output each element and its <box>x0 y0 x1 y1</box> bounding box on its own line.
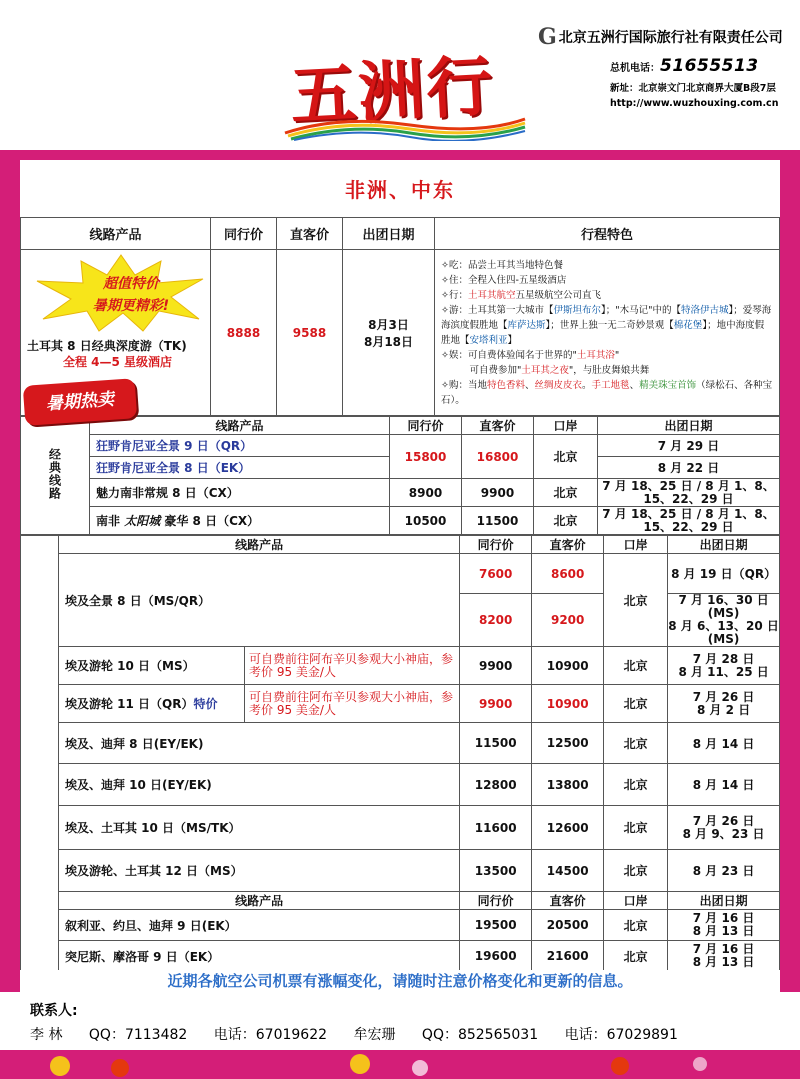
itinerary-line <box>441 363 773 378</box>
route-note: 可自费前往阿布辛贝参观大小神庙，参考价 95 美金/人 <box>245 685 460 723</box>
company-mark-icon: G <box>538 24 557 50</box>
table-row <box>21 507 780 535</box>
direct-price: 14500 <box>532 850 604 892</box>
peer-price: 19600 <box>460 941 532 972</box>
phone-number: 51655513 <box>660 56 759 76</box>
contact-qq: QQ：7113482 <box>88 1027 188 1043</box>
direct-price: 12600 <box>532 806 604 850</box>
itinerary-text: 安塔利亚 <box>469 334 508 346</box>
col-header-departure: 出团日期 <box>668 892 780 910</box>
col-header-port: 口岸 <box>604 536 668 554</box>
special-tag: 特价 <box>193 697 218 711</box>
col-header-direct-price: 直客价 <box>532 892 604 910</box>
website-link[interactable]: http://www.wuzhouxing.com.cn <box>610 98 779 109</box>
peer-price: 9900 <box>460 685 532 723</box>
table-row <box>21 685 780 723</box>
departure-date: 7 月 28 日 8 月 11、25 日 <box>668 647 780 685</box>
star-line-1: 超值特价 <box>103 275 159 292</box>
itinerary-text: 土耳其第一大城市【 <box>467 304 554 316</box>
direct-price: 9200 <box>532 594 604 647</box>
port: 北京 <box>604 941 668 972</box>
col-header-direct-price: 直客价 <box>462 417 534 435</box>
contact-row <box>30 1024 700 1044</box>
itinerary-prefix: ✧购： <box>441 379 468 391</box>
itinerary-text: 特色香料 <box>486 379 525 391</box>
itinerary-text: 五星级航空公司直飞 <box>515 289 601 301</box>
itinerary-prefix: ✧娱： <box>441 349 468 361</box>
port: 北京 <box>604 764 668 806</box>
itinerary-line <box>441 258 773 273</box>
route-name: 叙利亚、约旦、迪拜 9 日(EK） <box>59 910 460 941</box>
port: 北京 <box>604 910 668 941</box>
peer-price: 8200 <box>460 594 532 647</box>
table-row <box>21 764 780 806</box>
itinerary-text: 棉花堡 <box>673 319 703 331</box>
itinerary-text: 】；世界上独一无二奇妙景观【 <box>545 319 674 331</box>
route-name: 埃及游轮 11 日（QR）特价 <box>59 685 245 723</box>
itinerary-prefix: ✧住： <box>441 274 468 286</box>
col-header-route: 线路产品 <box>90 417 390 435</box>
company-name: 北京五洲行国际旅行社有限责任公司 <box>558 30 783 46</box>
direct-price: 11500 <box>462 507 534 535</box>
itinerary-text: 土耳其浴 <box>576 349 615 361</box>
section-title: 非洲、中东 <box>345 178 455 202</box>
company-info <box>538 24 800 109</box>
departure-date: 7 月 16 日 8 月 13 日 <box>668 941 780 972</box>
featured-dates: 8月3日 8月18日 <box>343 250 435 416</box>
itinerary-text: "，与肚皮舞娘共舞 <box>568 364 650 376</box>
table-row <box>21 554 780 594</box>
departure-date: 7 月 16、30 日(MS) 8 月 6、13、20 日(MS) <box>668 593 779 646</box>
contact-qq: QQ：852565031 <box>421 1027 539 1043</box>
table-row <box>21 435 780 457</box>
col-header-route: 线路产品 <box>59 536 460 554</box>
decorative-flowers-icon <box>0 1050 800 1079</box>
itinerary-text: 手工地毯 <box>591 379 630 391</box>
peer-price: 19500 <box>460 910 532 941</box>
direct-price: 10900 <box>532 647 604 685</box>
direct-price: 12500 <box>532 723 604 764</box>
itinerary-text: 可自费体验闻名于世界的" <box>467 349 577 361</box>
departure-date: 8 月 22 日 <box>598 457 780 479</box>
contact-title: 联系人: <box>30 1003 78 1019</box>
departure-date: 7 月 26 日 8 月 9、23 日 <box>668 806 780 850</box>
itinerary-text: 特洛伊古城 <box>681 304 729 316</box>
col-header-departure: 出团日期 <box>343 218 435 250</box>
classic-label: 经典线路 <box>47 448 62 500</box>
phone-label: 总机电话： <box>610 63 660 74</box>
col-header-port: 口岸 <box>604 892 668 910</box>
featured-direct-price: 9588 <box>277 250 343 416</box>
itinerary-text: 、 <box>629 379 640 391</box>
direct-price: 8600 <box>532 554 604 594</box>
itinerary-line <box>441 348 773 363</box>
departure-date: 7 月 16 日 8 月 13 日 <box>668 910 780 941</box>
star-line-2: 暑期更精彩! <box>92 297 170 314</box>
col-header-direct-price: 直客价 <box>532 536 604 554</box>
itinerary-text: 丝绸皮皮衣 <box>534 379 583 391</box>
peer-price: 11500 <box>460 723 532 764</box>
itinerary-prefix: ✧游： <box>441 304 468 316</box>
col-header-departure: 出团日期 <box>668 536 780 554</box>
logo-text: 五洲行 <box>288 46 497 136</box>
route-name: 狂野肯尼亚全景 8 日（EK） <box>90 457 390 479</box>
port: 北京 <box>604 850 668 892</box>
itinerary-text: 。 <box>582 379 592 391</box>
itinerary-text: 】；"木马记"中的【 <box>601 304 681 316</box>
port: 北京 <box>604 723 668 764</box>
route-name: 埃及游轮、土耳其 12 日（MS） <box>59 850 460 892</box>
classic-label-cell <box>21 417 90 535</box>
direct-price: 10900 <box>532 685 604 723</box>
itinerary-prefix: ✧吃： <box>441 259 468 271</box>
direct-price: 16800 <box>462 435 534 479</box>
peer-price: 13500 <box>460 850 532 892</box>
itinerary-text: 品尝土耳其当地特色餐 <box>467 259 563 271</box>
col-header-peer-price: 同行价 <box>211 218 277 250</box>
route-name: 埃及、迪拜 10 日(EY/EK) <box>59 764 460 806</box>
contact-phone: 电话：67019622 <box>213 1027 328 1043</box>
company-logo <box>280 18 540 143</box>
itinerary-text: 当地 <box>467 379 487 391</box>
port: 北京 <box>604 685 668 723</box>
route-note: 可自费前往阿布辛贝参观大小神庙，参考价 95 美金/人 <box>245 647 460 685</box>
featured-route-name: 土耳其 8 日经典深度游（TK) <box>27 338 187 353</box>
rainbow-swash-icon <box>280 113 530 141</box>
col-header-departure: 出团日期 <box>598 417 780 435</box>
table-row <box>21 723 780 764</box>
col-header-direct-price: 直客价 <box>277 218 343 250</box>
address: 新址：北京崇文门北京商界大厦B段7层 <box>610 83 776 94</box>
itinerary-prefix: ✧行： <box>441 289 468 301</box>
departure-date: 8 月 19 日（QR） <box>668 554 780 594</box>
itinerary-text: " <box>614 349 620 361</box>
itinerary-text: 精美珠宝首饰 <box>639 379 697 391</box>
itinerary-text: 可自费参加" <box>469 364 522 376</box>
itinerary-prefix <box>441 365 470 376</box>
route-name: 埃及全景 8 日（MS/QR） <box>59 554 460 647</box>
itinerary-line <box>441 288 773 303</box>
direct-price: 13800 <box>532 764 604 806</box>
table-row <box>21 941 780 972</box>
col-header-port: 口岸 <box>534 417 598 435</box>
col-header-peer-price: 同行价 <box>460 536 532 554</box>
col-header-route: 线路产品 <box>59 892 460 910</box>
itinerary-text: 库萨达斯 <box>507 319 546 331</box>
itinerary-text: 伊斯坦布尔 <box>553 304 601 316</box>
itinerary-line <box>441 273 773 288</box>
price-notice: 近期各航空公司机票有涨幅变化，请随时注意价格变化和更新的信息。 <box>20 970 780 992</box>
peer-price: 12800 <box>460 764 532 806</box>
classic-table <box>20 416 780 535</box>
table-row <box>21 806 780 850</box>
contact-phone: 电话：67029891 <box>564 1027 678 1043</box>
route-name: 突尼斯、摩洛哥 9 日（EK） <box>59 941 460 972</box>
port: 北京 <box>534 479 598 507</box>
port: 北京 <box>604 554 668 647</box>
featured-route-sub: 全程 4—5 星级酒店 <box>63 354 173 369</box>
port: 北京 <box>604 647 668 685</box>
itinerary-line <box>441 303 773 348</box>
route-name: 南非 太阳城 豪华 8 日（CX） <box>90 507 390 535</box>
route-name: 狂野肯尼亚全景 9 日（QR） <box>90 435 390 457</box>
peer-price: 10500 <box>390 507 462 535</box>
egypt-table <box>20 535 780 972</box>
itinerary-line <box>441 378 773 408</box>
table-row <box>21 850 780 892</box>
itinerary-text: 】 <box>507 334 518 346</box>
itinerary-text: 全程入住四-五星级酒店 <box>467 274 567 286</box>
peer-price: 7600 <box>460 554 532 594</box>
itinerary-text: （绿松石、各种宝石）。 <box>441 379 773 406</box>
col-header-features: 行程特色 <box>435 218 780 250</box>
departure-date: 7 月 29 日 <box>598 435 780 457</box>
departure-date: 8 月 14 日 <box>668 764 780 806</box>
departure-date: 7 月 18、25 日 / 8 月 1、8、15、22、29 日 <box>598 479 780 507</box>
col-header-route: 线路产品 <box>21 218 211 250</box>
col-header-peer-price: 同行价 <box>460 892 532 910</box>
table-row <box>21 910 780 941</box>
departure-date: 7 月 26 日 8 月 2 日 <box>668 685 780 723</box>
col-header-peer-price: 同行价 <box>390 417 462 435</box>
contact-name: 李 林 <box>30 1027 63 1043</box>
departure-date: 8 月 23 日 <box>668 850 780 892</box>
peer-price: 9900 <box>460 647 532 685</box>
direct-price: 9900 <box>462 479 534 507</box>
route-name: 埃及游轮 10 日（MS） <box>59 647 245 685</box>
peer-price: 11600 <box>460 806 532 850</box>
contact-name: 牟宏珊 <box>353 1027 396 1043</box>
peer-price: 15800 <box>390 435 462 479</box>
departure-date: 7 月 18、25 日 / 8 月 1、8、15、22、29 日 <box>598 507 780 535</box>
summer-sale-badge: 暑期热卖 <box>23 378 138 426</box>
itinerary-text: 土耳其航空 <box>467 289 516 301</box>
route-name: 魅力南非常规 8 日（CX） <box>90 479 390 507</box>
port: 北京 <box>604 806 668 850</box>
table-row <box>21 479 780 507</box>
featured-itinerary <box>435 250 780 416</box>
itinerary-text: 土耳其之夜 <box>521 364 569 376</box>
itinerary-text: 】；爱琴海海滨度假胜地【 <box>441 304 772 331</box>
itinerary-text: 】；地中海度假胜地【 <box>441 319 765 346</box>
port: 北京 <box>534 507 598 535</box>
featured-peer-price: 8888 <box>211 250 277 416</box>
itinerary-text: 、 <box>525 379 535 391</box>
route-name: 埃及、土耳其 10 日（MS/TK） <box>59 806 460 850</box>
table-row <box>21 647 780 685</box>
departure-date: 8 月 14 日 <box>668 723 780 764</box>
main-content <box>20 160 780 970</box>
peer-price: 8900 <box>390 479 462 507</box>
port: 北京 <box>534 435 598 479</box>
direct-price: 21600 <box>532 941 604 972</box>
route-name: 埃及、迪拜 8 日(EY/EK) <box>59 723 460 764</box>
direct-price: 20500 <box>532 910 604 941</box>
